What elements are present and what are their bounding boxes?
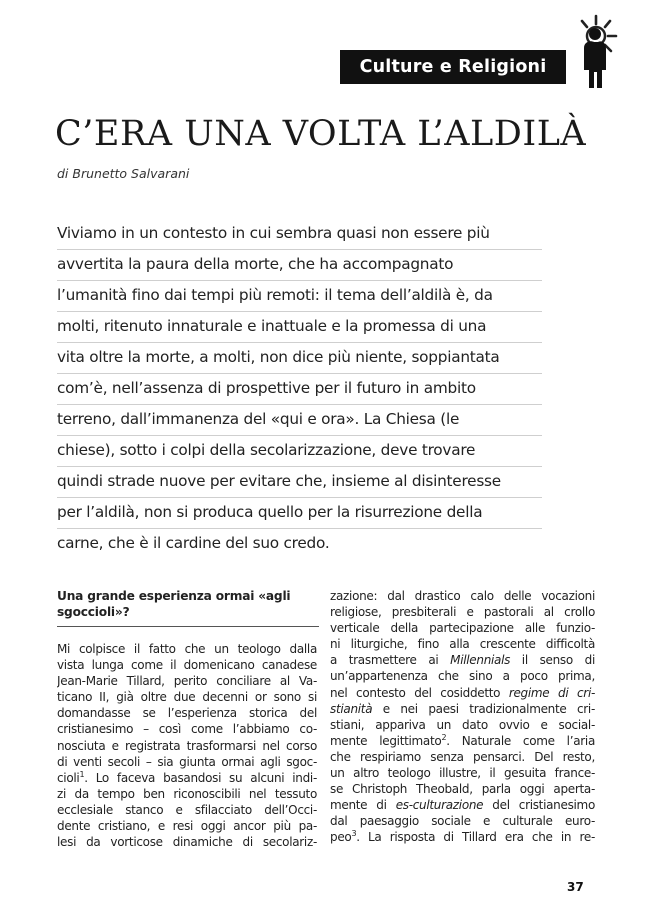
body-line: zazione: dal drastico calo delle vocazioni	[330, 589, 595, 603]
text-run: . La risposta di Tillard era che in re-	[356, 830, 595, 845]
body-line: zi da tempo ben riconoscibili nel tessuto	[57, 786, 317, 801]
body-line: dal paesaggio sociale e culturale euro-	[330, 814, 595, 829]
body-line: se Christoph Theobald, parla oggi aperta-	[330, 782, 595, 797]
text-run: mente di	[330, 798, 396, 813]
body-line: un altro teologo illustre, il gesuita france-	[330, 766, 595, 781]
body-line: cristianesimo – così come l’abbiamo co-	[57, 722, 317, 737]
body-line: nosciuta e registrata trasformarsi nel corso	[57, 738, 317, 753]
text-run: . Naturale come l’aria	[446, 733, 595, 748]
lead-line: quindi strade nuove per evitare che, insieme al disinteresse	[57, 467, 542, 498]
lead-line: terreno, dall’immanenza del «qui e ora». La Chiesa (le	[57, 405, 542, 436]
text-run-italic: stianità	[330, 701, 373, 716]
footnote-ref[interactable]: 2	[441, 732, 447, 742]
lead-line: molti, ritenuto innaturale e inattuale e la promessa di una	[57, 312, 542, 343]
text-run: il senso di	[510, 653, 595, 668]
lead-line: l’umanità fino dai tempi più remoti: il tema dell’aldilà è, da	[57, 281, 542, 312]
body-line: di venti secoli – sia giunta ormai agli sgoc-	[57, 754, 317, 769]
lead-line: vita oltre la morte, a molti, non dice più niente, soppiantata	[57, 343, 542, 374]
lead-line: carne, che è il cardine del suo credo.	[57, 534, 330, 552]
body-line	[330, 797, 595, 813]
byline: di Brunetto Salvarani	[57, 166, 190, 181]
lead-line: avvertita la paura della morte, che ha accompagnato	[57, 250, 542, 281]
lead-line: Viviamo in un contesto in cui sembra quasi non essere più	[57, 219, 542, 250]
body-line	[57, 770, 317, 786]
text-run: mente legittimato	[330, 733, 442, 748]
right-column	[330, 588, 595, 846]
text-run-italic: Millennials	[450, 653, 511, 668]
footnote-ref[interactable]: 1	[79, 769, 85, 779]
body-line: Mi colpisce il fatto che un teologo dalla	[57, 642, 317, 656]
page-number: 37	[567, 880, 584, 894]
section-heading	[57, 588, 319, 627]
body-line: Jean-Marie Tillard, perito conciliare al Va-	[57, 674, 317, 689]
body-line: domandasse se l’esperienza storica del	[57, 706, 317, 721]
body-line: ticano II, già oltre due decenni or sono si	[57, 690, 317, 705]
text-run: del cristianesimo	[483, 798, 595, 813]
body-line: verticale della partecipazione alle funzio-	[330, 621, 595, 636]
body-line: che respiriamo senza pensarci. Del resto,	[330, 749, 595, 764]
text-run: a trasmettere ai	[330, 653, 451, 668]
lead-line: com’è, nell’assenza di prospettive per il futuro in ambito	[57, 374, 542, 405]
body-line	[330, 685, 595, 701]
text-run: e nei paesi tradizionalmente cri-	[372, 701, 595, 716]
lead-line: per l’aldilà, non si produca quello per la risurrezione della	[57, 498, 542, 529]
body-line: un’appartenenza che sino a poco prima,	[330, 669, 595, 684]
body-line	[330, 733, 595, 749]
section-heading-line: sgoccioli»?	[57, 605, 130, 619]
text-run: peo	[330, 830, 352, 845]
footnote-ref[interactable]: 3	[351, 829, 357, 839]
text-run-italic: es-culturazione	[395, 798, 484, 813]
body-line: dente cristiano, e resi oggi ancor più pa-	[57, 819, 317, 834]
text-run: . Lo faceva basandosi su alcuni indi-	[84, 770, 317, 785]
section-rubric: Culture e Religioni	[340, 50, 566, 84]
body-line: stiani, appariva un dato ovvio e social-	[330, 717, 595, 732]
section-heading-line: Una grande esperienza ormai «agli	[57, 589, 291, 603]
text-run: cioli	[57, 770, 80, 785]
left-column	[57, 588, 317, 850]
body-line: religiose, presbiterali e pastorali al crollo	[330, 605, 595, 620]
body-line: ni liturgiche, fino alla crescente difficoltà	[330, 637, 595, 652]
body-line	[330, 829, 595, 845]
lead-paragraph	[57, 219, 542, 560]
text-run-italic: regime di cri-	[508, 685, 595, 700]
body-line: lesi da vorticose dinamiche di secolariz-	[57, 835, 317, 850]
body-line: ecclesiale stanco e sfilacciato dell’Occi-	[57, 802, 317, 817]
text-run: nel contesto del cosiddetto	[330, 685, 509, 700]
body-line	[330, 701, 595, 717]
body-line: vista lunga come il domenicano canadese	[57, 658, 317, 673]
body-line	[330, 652, 595, 668]
article-title: C’ERA UNA VOLTA L’ALDILÀ	[55, 114, 587, 154]
lead-line: chiese), sotto i colpi della secolarizzazione, deve trovare	[57, 436, 542, 467]
left-column-text	[57, 641, 317, 850]
figure-with-sun-icon	[566, 12, 620, 92]
